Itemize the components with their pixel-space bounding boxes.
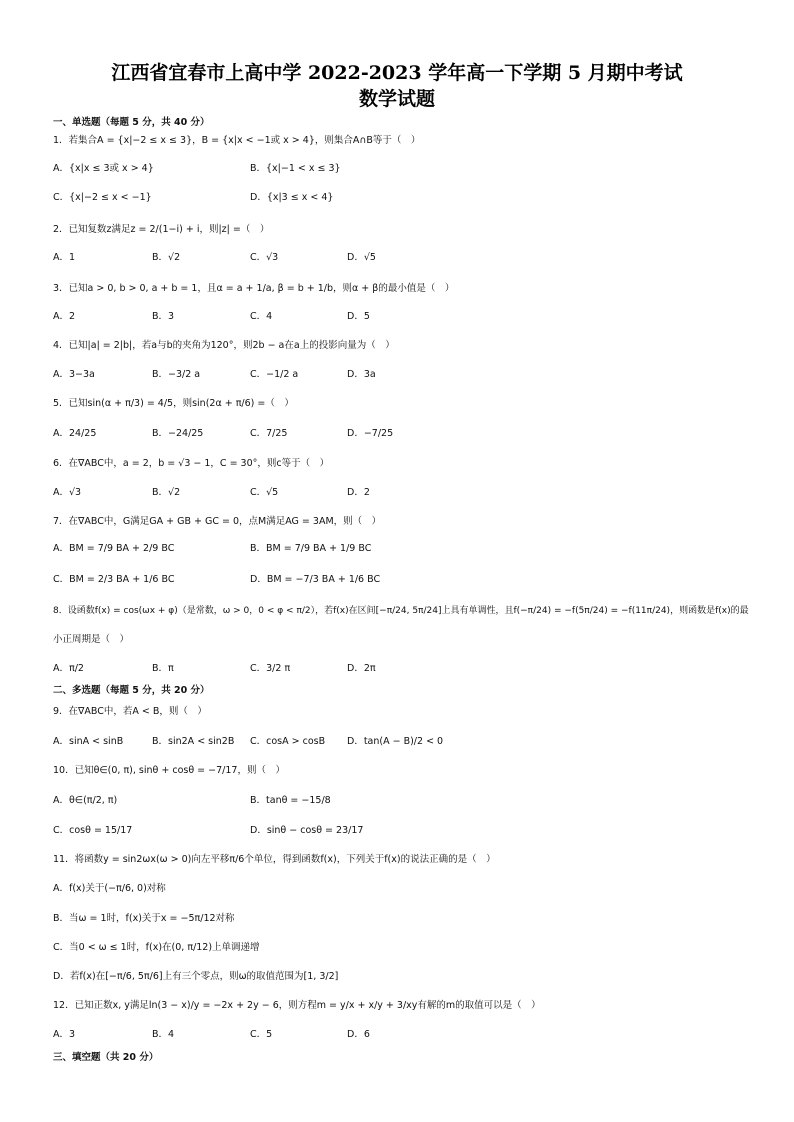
q11-option-a: A．f(x)关于(−π/6, 0)对称: [53, 883, 166, 894]
section-heading-multi-choice: 二、多选题（每题 5 分，共 20 分）: [53, 685, 210, 696]
question-3: 3．已知a > 0, b > 0, a + b = 1，且α = a + 1/a, β = b + 1/b，则α + β的最小值是（ ）: [53, 283, 455, 294]
q6-option-d: D．2: [347, 487, 370, 498]
q4-option-b: B．−3/2 a: [152, 369, 201, 380]
q10-option-a: A．θ∈(π/2, π): [53, 795, 118, 806]
question-1: 1．若集合A = {x|−2 ≤ x ≤ 3}，B = {x|x < −1或 x > 4}，则集合A∩B等于（ ）: [53, 135, 421, 146]
question-10: 10．已知θ∈(0, π), sinθ + cosθ = −7/17，则（ ）: [53, 765, 285, 776]
q8-option-a: A．π/2: [53, 663, 84, 674]
q5-option-c: C．7/25: [250, 428, 288, 439]
q8-option-d: D．2π: [347, 663, 376, 674]
question-12: 12．已知正数x, y满足ln(3 − x)/y = −2x + 2y − 6，则方程m = y/x + x/y + 3/xy有解的m的取值可以是（ ）: [53, 1000, 541, 1011]
question-8-continued: 小正周期是（ ）: [53, 634, 130, 645]
question-5: 5．已知sin(α + π/3) = 4/5，则sin(2α + π/6) =（ ）: [53, 398, 294, 409]
q4-option-d: D．3a: [347, 369, 376, 380]
q4-option-a: A．3−3a: [53, 369, 95, 380]
q5-option-b: B．−24/25: [152, 428, 204, 439]
q3-option-c: C．4: [250, 311, 273, 322]
q10-option-b: B．tanθ = −15/8: [250, 795, 331, 806]
q1-option-a: A．{x|x ≤ 3或 x > 4}: [53, 163, 154, 174]
q1-option-b: B．{x|−1 < x ≤ 3}: [250, 163, 341, 174]
q9-option-d: D．tan(A − B)/2 < 0: [347, 736, 444, 747]
q8-option-c: C．3/2 π: [250, 663, 291, 674]
question-11: 11．将函数y = sin2ωx(ω > 0)向左平移π/6个单位，得到函数f(x)，下列关于f(x)的说法正确的是（ ）: [53, 854, 496, 865]
q11-option-b: B．当ω = 1时，f(x)关于x = −5π/12对称: [53, 913, 235, 924]
question-9: 9．在∇ABC中，若A < B，则（ ）: [53, 706, 207, 717]
q12-option-a: A．3: [53, 1029, 76, 1040]
q3-option-a: A．2: [53, 311, 76, 322]
q2-option-b: B．√2: [152, 252, 181, 263]
q2-option-c: C．√3: [250, 252, 279, 263]
q12-option-b: B．4: [152, 1029, 175, 1040]
q10-option-d: D．sinθ − cosθ = 23/17: [250, 825, 364, 836]
q9-option-b: B．sin2A < sin2B: [152, 736, 235, 747]
q5-option-a: A．24/25: [53, 428, 97, 439]
section-heading-single-choice: 一、单选题（每题 5 分，共 40 分）: [53, 117, 210, 128]
exam-title: 江西省宜春市上高中学 2022-2023 学年高一下学期 5 月期中考试: [111, 62, 683, 84]
question-2: 2．已知复数z满足z = 2/(1−i) + i，则|z| =（ ）: [53, 224, 270, 235]
q8-option-b: B．π: [152, 663, 174, 674]
q3-option-b: B．3: [152, 311, 175, 322]
q7-option-a: A．BM = 7/9 BA + 2/9 BC: [53, 543, 175, 554]
q10-option-c: C．cosθ = 15/17: [53, 825, 133, 836]
q1-option-d: D．{x|3 ≤ x < 4}: [250, 192, 334, 203]
q6-option-a: A．√3: [53, 487, 82, 498]
q12-option-c: C．5: [250, 1029, 273, 1040]
q9-option-c: C．cosA > cosB: [250, 736, 326, 747]
q5-option-d: D．−7/25: [347, 428, 394, 439]
q7-option-d: D．BM = −7/3 BA + 1/6 BC: [250, 574, 381, 585]
exam-subtitle: 数学试题: [358, 88, 435, 110]
q7-option-c: C．BM = 2/3 BA + 1/6 BC: [53, 574, 175, 585]
q3-option-d: D．5: [347, 311, 370, 322]
q11-option-d: D．若f(x)在[−π/6, 5π/6]上有三个零点，则ω的取值范围为[1, 3/2]: [53, 971, 339, 982]
q6-option-b: B．√2: [152, 487, 181, 498]
q2-option-d: D．√5: [347, 252, 376, 263]
q12-option-d: D．6: [347, 1029, 370, 1040]
question-4: 4．已知|a| = 2|b|，若a与b的夹角为120°，则2b − a在a上的投影向量为（ ）: [53, 340, 395, 351]
question-6: 6．在∇ABC中，a = 2，b = √3 − 1，C = 30°，则c等于（ ）: [53, 458, 330, 469]
section-heading-fill-in: 三、填空题（共 20 分）: [53, 1052, 159, 1063]
q11-option-c: C．当0 < ω ≤ 1时，f(x)在(0, π/12)上单调递增: [53, 942, 260, 953]
question-8: 8．设函数f(x) = cos(ωx + φ)（是常数，ω > 0，0 < φ < π/2），若f(x)在区间[−π/24, 5π/24]上具有单调性，且f(−π/24) = −f(5π/24) = −f(11π/24)，则函数是f(x)的最: [53, 606, 749, 616]
q1-option-c: C．{x|−2 ≤ x < −1}: [53, 192, 152, 203]
q4-option-c: C．−1/2 a: [250, 369, 299, 380]
q7-option-b: B．BM = 7/9 BA + 1/9 BC: [250, 543, 372, 554]
q9-option-a: A．sinA < sinB: [53, 736, 124, 747]
q2-option-a: A．1: [53, 252, 76, 263]
q6-option-c: C．√5: [250, 487, 279, 498]
question-7: 7．在∇ABC中，G满足GA + GB + GC = 0，点M满足AG = 3AM，则（ ）: [53, 516, 382, 527]
